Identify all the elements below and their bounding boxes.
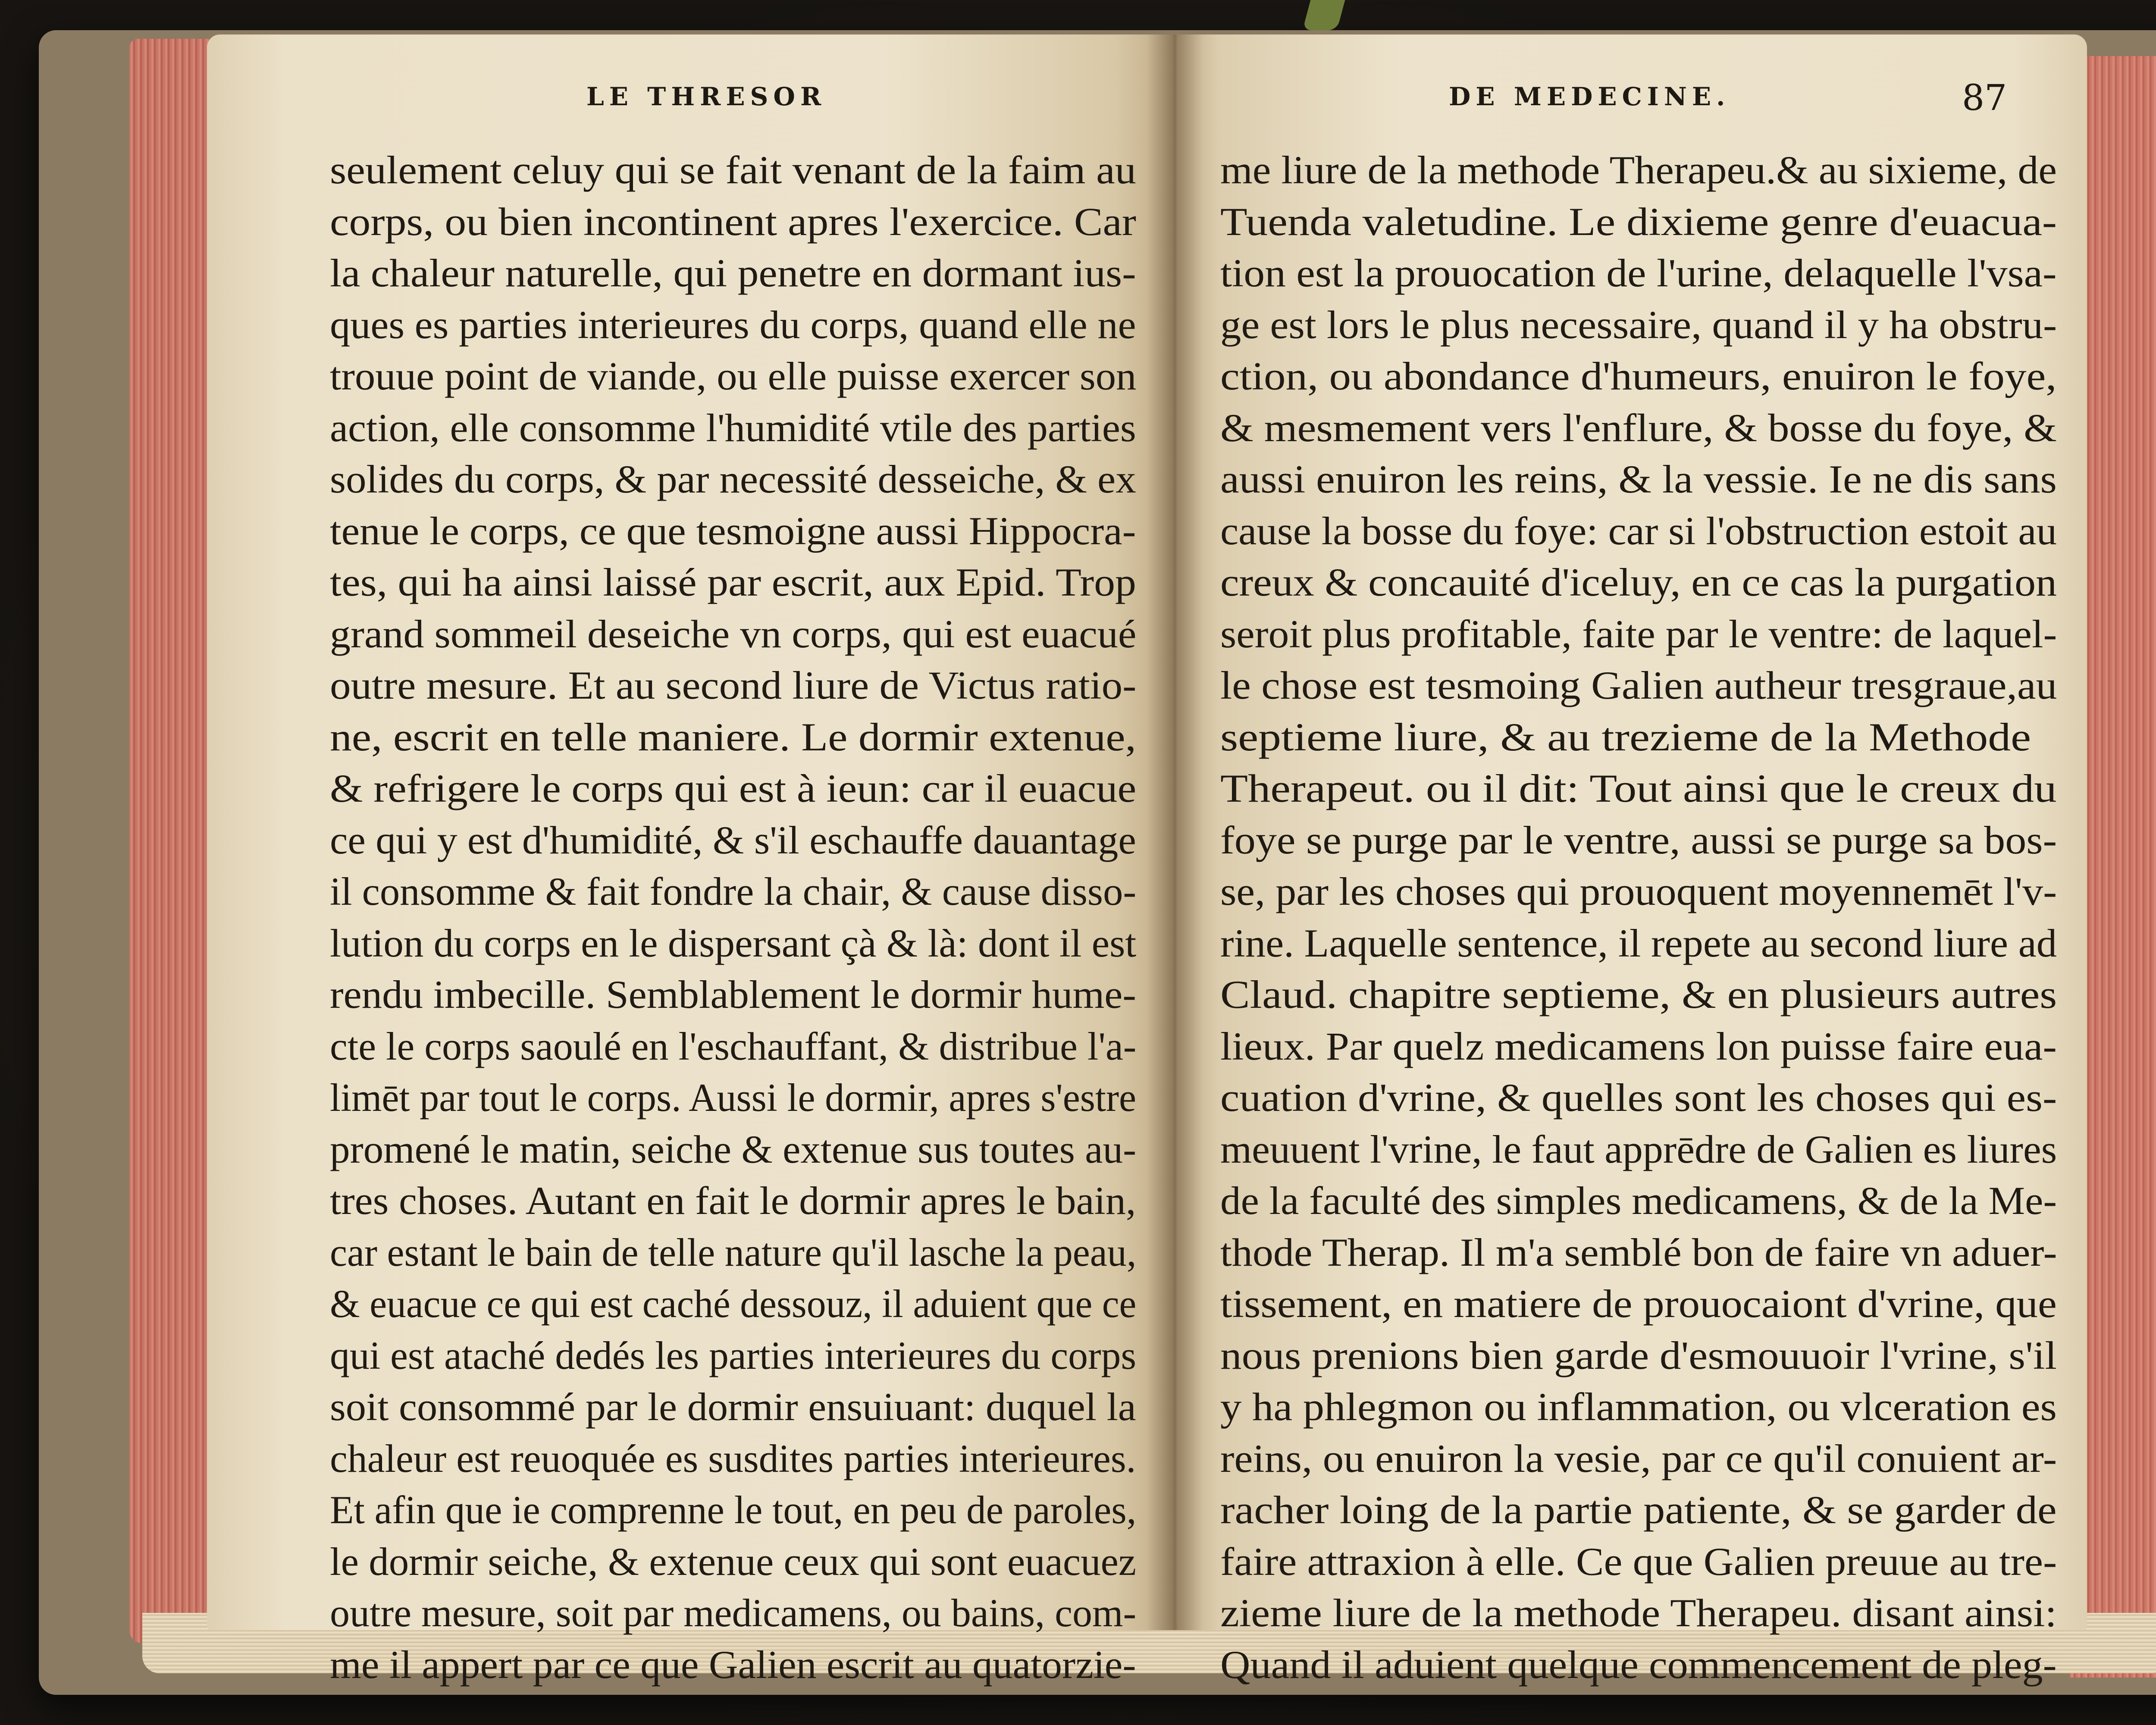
text-line: car estant le bain de telle nature qu'il lasche la peau, [330, 1230, 1137, 1274]
text-line: tes, qui ha ainsi laissé par escrit, aux Epid. Trop [330, 560, 1136, 604]
left-running-head: LE THRESOR [586, 82, 827, 111]
text-line: foye se purge par le ventre, aussi se purge sa bos- [1220, 818, 2057, 862]
text-line: meuuent l'vrine, le faut apprēdre de Galien es liures [1220, 1127, 2057, 1171]
text-line: y ha phlegmon ou inflammation, ou vlceration es [1220, 1385, 2057, 1429]
text-line: me il appert par ce que Galien escrit au quatorzie- [330, 1642, 1136, 1687]
text-line: grand sommeil deseiche vn corps, qui est euacué [330, 612, 1137, 656]
text-line: Therapeut. ou il dit: Tout ainsi que le creux du [1220, 766, 2057, 810]
text-line: ne, escrit en telle maniere. Le dormir extenue, [330, 715, 1136, 759]
text-line: seroit plus profitable, faite par le ventre: de laquel- [1220, 612, 2057, 656]
text-line: ce qui y est d'humidité, & s'il eschauffe dauantage [330, 818, 1136, 862]
text-line: il consomme & fait fondre la chair, & cause disso- [330, 869, 1137, 913]
text-line: solides du corps, & par necessité desseiche, & ex [330, 457, 1136, 501]
text-line: tres choses. Autant en fait le dormir apres le bain, [330, 1179, 1136, 1223]
text-line: Tuenda valetudine. Le dixieme genre d'euacua- [1220, 199, 2057, 244]
text-line: Quand il aduient quelque commencement de pleg- [1220, 1642, 2057, 1687]
right-page [1173, 34, 2087, 1687]
text-line: ques es parties interieures du corps, quand elle ne [330, 302, 1136, 347]
text-line: racher loing de la partie patiente, & se garder de [1220, 1488, 2057, 1532]
text-line: cause la bosse du foye: car si l'obstruction estoit au [1220, 508, 2057, 553]
right-page-text [1220, 144, 2061, 1690]
right-running-head: DE MEDECINE. [1449, 82, 1730, 111]
text-line: outre mesure, soit par medicamens, ou bains, com- [330, 1591, 1137, 1635]
text-line: reins, ou enuiron la vesie, par ce qu'il conuient ar- [1220, 1436, 2057, 1480]
text-line: trouue point de viande, ou elle puisse exercer son [330, 354, 1137, 398]
text-line: la chaleur naturelle, qui penetre en dormant ius- [330, 251, 1136, 295]
text-line: thode Therap. Il m'a semblé bon de faire vn aduer- [1220, 1230, 2057, 1274]
text-line: tenue le corps, ce que tesmoigne aussi Hippocra- [330, 508, 1136, 553]
text-line: septieme liure, & au trezieme de la Methode [1220, 715, 2031, 759]
text-line: corps, ou bien incontinent apres l'exercice. Car [330, 199, 1137, 244]
text-line: chaleur est reuoquée es susdites parties interieures. [330, 1436, 1136, 1480]
text-line: ction, ou abondance d'humeurs, enuiron le foye, [1220, 354, 2057, 398]
text-line: tion est la prouocation de l'urine, delaquelle l'vsa- [1220, 251, 2057, 295]
text-line: outre mesure. Et au second liure de Victus ratio- [330, 663, 1137, 707]
text-line: cuation d'vrine, & quelles sont les choses qui es- [1220, 1076, 2057, 1120]
text-line: lution du corps en le dispersant çà & là: dont il est [330, 921, 1137, 965]
text-line: seulement celuy qui se fait venant de la faim au [330, 148, 1136, 192]
text-line: zieme liure de la methode Therapeu. disant ainsi: [1220, 1591, 2057, 1635]
text-line: Et afin que ie comprenne le tout, en peu de paroles, [330, 1488, 1137, 1532]
text-line: action, elle consomme l'humidité vtile des parties [330, 405, 1136, 450]
text-line: tissement, en matiere de prouocaiont d'vrine, que [1220, 1282, 2057, 1326]
text-line: Claud. chapitre septieme, & en plusieurs autres [1220, 972, 2057, 1016]
text-line: soit consommé par le dormir ensuiuant: duquel la [330, 1385, 1136, 1429]
text-line: & euacue ce qui est caché dessouz, il aduient que ce [330, 1282, 1137, 1326]
text-line: aussi enuiron les reins, & la vessie. Ie ne dis sans [1220, 457, 2057, 501]
text-line: nous prenions bien garde d'esmouuoir l'vrine, s'il [1220, 1333, 2057, 1377]
text-line: rendu imbecille. Semblablement le dormir hume- [330, 972, 1136, 1016]
text-line: me liure de la methode Therapeu.& au sixieme, de [1220, 148, 2057, 192]
text-line: & mesmement vers l'enflure, & bosse du foye, & [1220, 405, 2057, 450]
text-line: rine. Laquelle sentence, il repete au second liure ad [1220, 921, 2057, 965]
book-gutter [1147, 34, 1203, 1630]
page-number: 87 [1962, 78, 2007, 119]
text-line: promené le matin, seiche & extenue sus toutes au- [330, 1127, 1137, 1171]
text-line: qui est ataché dedés les parties interieures du corps [330, 1333, 1137, 1377]
text-line: cte le corps saoulé en l'eschauffant, & distribue l'a- [330, 1024, 1137, 1068]
text-line: limēt par tout le corps. Aussi le dormir, apres s'estre [330, 1076, 1137, 1120]
text-line: le chose est tesmoing Galien autheur tresgraue,au [1220, 663, 2057, 707]
text-line: se, par les choses qui prouoquent moyennemēt l'v- [1220, 869, 2057, 913]
text-line: creux & concauité d'iceluy, en ce cas la purgation [1220, 560, 2057, 604]
left-page-text [330, 144, 1141, 1690]
left-page [207, 34, 1173, 1687]
text-line: & refrigere le corps qui est à ieun: car il euacue [330, 766, 1137, 810]
text-line: le dormir seiche, & extenue ceux qui sont euacuez [330, 1539, 1137, 1584]
text-line: faire attraxion à elle. Ce que Galien preuue au tre- [1220, 1539, 2057, 1584]
text-line: ge est lors le plus necessaire, quand il y ha obstru- [1220, 302, 2057, 347]
text-line: de la faculté des simples medicamens, & de la Me- [1220, 1179, 2057, 1223]
text-line: lieux. Par quelz medicamens lon puisse faire eua- [1220, 1024, 2057, 1068]
